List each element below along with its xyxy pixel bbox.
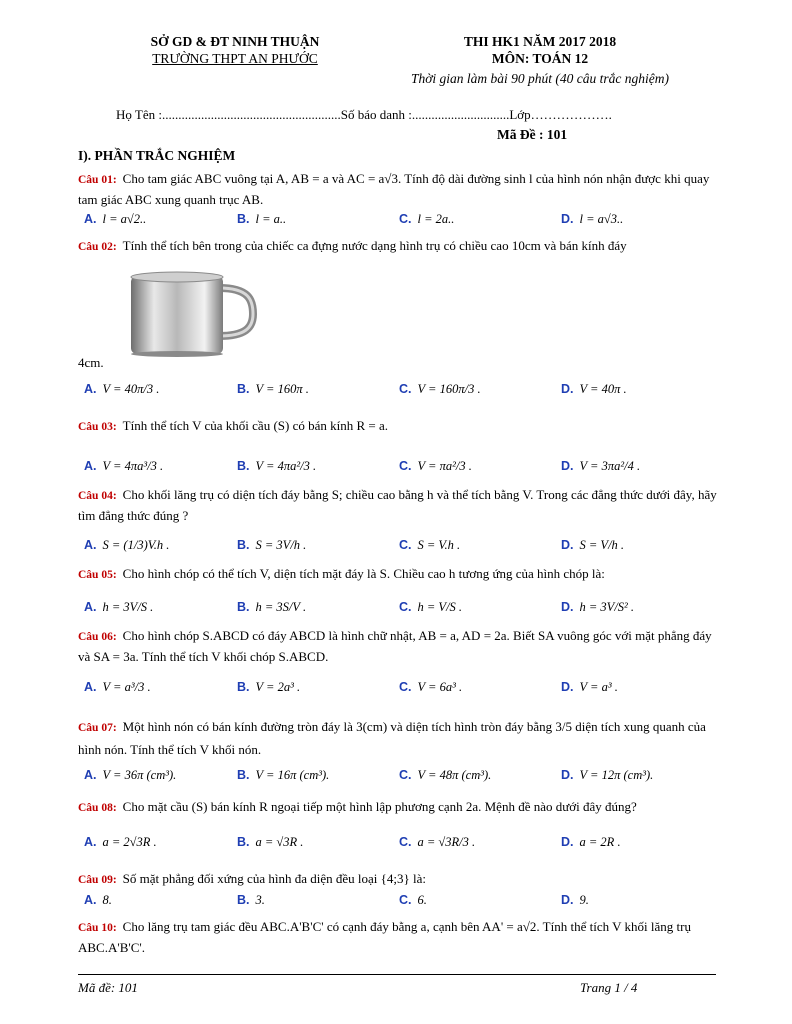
question-1 xyxy=(78,169,718,209)
question-label: Câu 04: xyxy=(78,490,117,502)
question-text: Số mặt phẳng đối xứng của hình đa diện đều loại {4;3} là: xyxy=(122,871,426,886)
mug-icon xyxy=(127,270,257,358)
option-b[interactable]: B. 3. xyxy=(237,893,265,907)
option-c[interactable]: C. l = 2a.. xyxy=(399,212,455,226)
question-text: Cho khối lăng trụ có diện tích đáy bằng S; chiều cao bằng h và thể tích bằng V. Trong các đẳng thức dưới đây, hãy tìm đẳng thức đúng ? xyxy=(78,487,717,523)
option-b[interactable]: B. V = 16π (cm³). xyxy=(237,768,330,782)
option-a[interactable]: A. V = 4πa³/3 . xyxy=(84,459,164,473)
department-name: SỞ GD & ĐT NINH THUẬN xyxy=(150,34,320,49)
option-a[interactable]: A. S = (1/3)V.h . xyxy=(84,538,170,552)
exam-time: Thời gian làm bài 90 phút (40 câu trắc nghiệm) xyxy=(410,71,670,86)
question-label: Câu 02: xyxy=(78,241,117,253)
option-d[interactable]: D. V = 40π . xyxy=(561,382,627,396)
school-name: TRƯỜNG THPT AN PHƯỚC xyxy=(152,51,318,66)
option-d[interactable]: D. S = V/h . xyxy=(561,538,625,552)
question-text: Cho hình chóp có thể tích V, diện tích mặt đáy là S. Chiều cao h tương ứng của hình chóp là: xyxy=(122,566,605,581)
question-5 xyxy=(78,564,718,585)
question-label: Câu 08: xyxy=(78,802,117,814)
option-c[interactable]: C. V = 6a³ . xyxy=(399,680,463,694)
question-text: Cho hình chóp S.ABCD có đáy ABCD là hình chữ nhật, AB = a, AD = 2a. Biết SA vuông góc với mặt phẳng đáy và SA = 3a. Tính thể tích V khối chóp S.ABCD. xyxy=(78,628,712,664)
option-a[interactable]: A. 8. xyxy=(84,893,112,907)
option-d[interactable]: D. V = a³ . xyxy=(561,680,618,694)
question-text: Tính thể tích V của khối cầu (S) có bán kính R = a. xyxy=(122,418,389,433)
option-b[interactable]: B. a = √3R . xyxy=(237,835,304,849)
option-d[interactable]: D. l = a√3.. xyxy=(561,212,624,226)
option-d[interactable]: D. a = 2R . xyxy=(561,835,621,849)
subject-title: MÔN: TOÁN 12 xyxy=(491,51,589,66)
option-a[interactable]: A. l = a√2.. xyxy=(84,212,147,226)
option-a[interactable]: A. V = 40π/3 . xyxy=(84,382,160,396)
exam-code: Mã Đề : 101 xyxy=(497,127,568,142)
question-text: Một hình nón có bán kính đường tròn đáy là 3(cm) và diện tích hình tròn đáy bằng 3/5 diện tích xung quanh của hình nón. Tính thể tích V khối nón. xyxy=(78,719,706,757)
option-c[interactable]: C. a = √3R/3 . xyxy=(399,835,476,849)
question-7 xyxy=(78,716,718,761)
question-label: Câu 07: xyxy=(78,722,117,734)
student-info-line: Họ Tên :.......................................................Số báo danh :..............................Lớp………………. xyxy=(116,107,612,122)
footer-divider xyxy=(78,974,716,975)
question-2 xyxy=(78,236,718,257)
option-b[interactable]: B. S = 3V/h . xyxy=(237,538,307,552)
option-c[interactable]: C. h = V/S . xyxy=(399,600,463,614)
option-a[interactable]: A. V = 36π (cm³). xyxy=(84,768,177,782)
question-3 xyxy=(78,416,718,437)
question-label: Câu 03: xyxy=(78,421,117,433)
question-label: Câu 05: xyxy=(78,569,117,581)
option-a[interactable]: A. V = a³/3 . xyxy=(84,680,151,694)
question-6 xyxy=(78,626,718,666)
option-a[interactable]: A. h = 3V/S . xyxy=(84,600,154,614)
option-c[interactable]: C. 6. xyxy=(399,893,427,907)
question-text: Cho lăng trụ tam giác đều ABC.A'B'C' có cạnh đáy bằng a, cạnh bên AA' = a√2. Tính thể tích V khối lăng trụ ABC.A'B'C'. xyxy=(78,919,691,955)
option-d[interactable]: D. V = 3πa²/4 . xyxy=(561,459,641,473)
option-c[interactable]: C. V = 48π (cm³). xyxy=(399,768,492,782)
question-text: Cho mặt cầu (S) bán kính R ngoại tiếp một hình lập phương cạnh 2a. Mệnh đề nào dưới đây đúng? xyxy=(122,799,637,814)
option-b[interactable]: B. h = 3S/V . xyxy=(237,600,307,614)
exam-title: THI HK1 NĂM 2017 2018 xyxy=(463,34,617,49)
option-c[interactable]: C. S = V.h . xyxy=(399,538,461,552)
question-label: Câu 09: xyxy=(78,874,117,886)
option-d[interactable]: D. V = 12π (cm³). xyxy=(561,768,654,782)
option-b[interactable]: B. V = 2a³ . xyxy=(237,680,301,694)
option-b[interactable]: B. V = 160π . xyxy=(237,382,309,396)
question-label: Câu 01: xyxy=(78,174,117,186)
option-b[interactable]: B. l = a.. xyxy=(237,212,287,226)
question-tail: 4cm. xyxy=(78,355,104,370)
question-8 xyxy=(78,797,718,818)
question-4 xyxy=(78,485,718,525)
section-title: I). PHẦN TRẮC NGHIỆM xyxy=(78,148,236,163)
footer-page-number: Trang 1 / 4 xyxy=(580,980,638,995)
option-d[interactable]: D. 9. xyxy=(561,893,589,907)
question-label: Câu 10: xyxy=(78,922,117,934)
question-9 xyxy=(78,869,718,890)
option-c[interactable]: C. V = πa²/3 . xyxy=(399,459,472,473)
question-10 xyxy=(78,917,718,957)
option-c[interactable]: C. V = 160π/3 . xyxy=(399,382,481,396)
option-a[interactable]: A. a = 2√3R . xyxy=(84,835,157,849)
option-b[interactable]: B. V = 4πa²/3 . xyxy=(237,459,317,473)
option-d[interactable]: D. h = 3V/S² . xyxy=(561,600,635,614)
question-text: Tính thể tích bên trong của chiếc ca đựng nước dạng hình trụ có chiều cao 10cm và bán kính đáy xyxy=(122,238,627,253)
question-label: Câu 06: xyxy=(78,631,117,643)
footer-exam-code: Mã đề: 101 xyxy=(78,980,138,995)
question-text: Cho tam giác ABC vuông tại A, AB = a và AC = a√3. Tính độ dài đường sinh l của hình nón nhận được khi quay tam giác ABC xung quanh trục AB. xyxy=(78,171,710,207)
